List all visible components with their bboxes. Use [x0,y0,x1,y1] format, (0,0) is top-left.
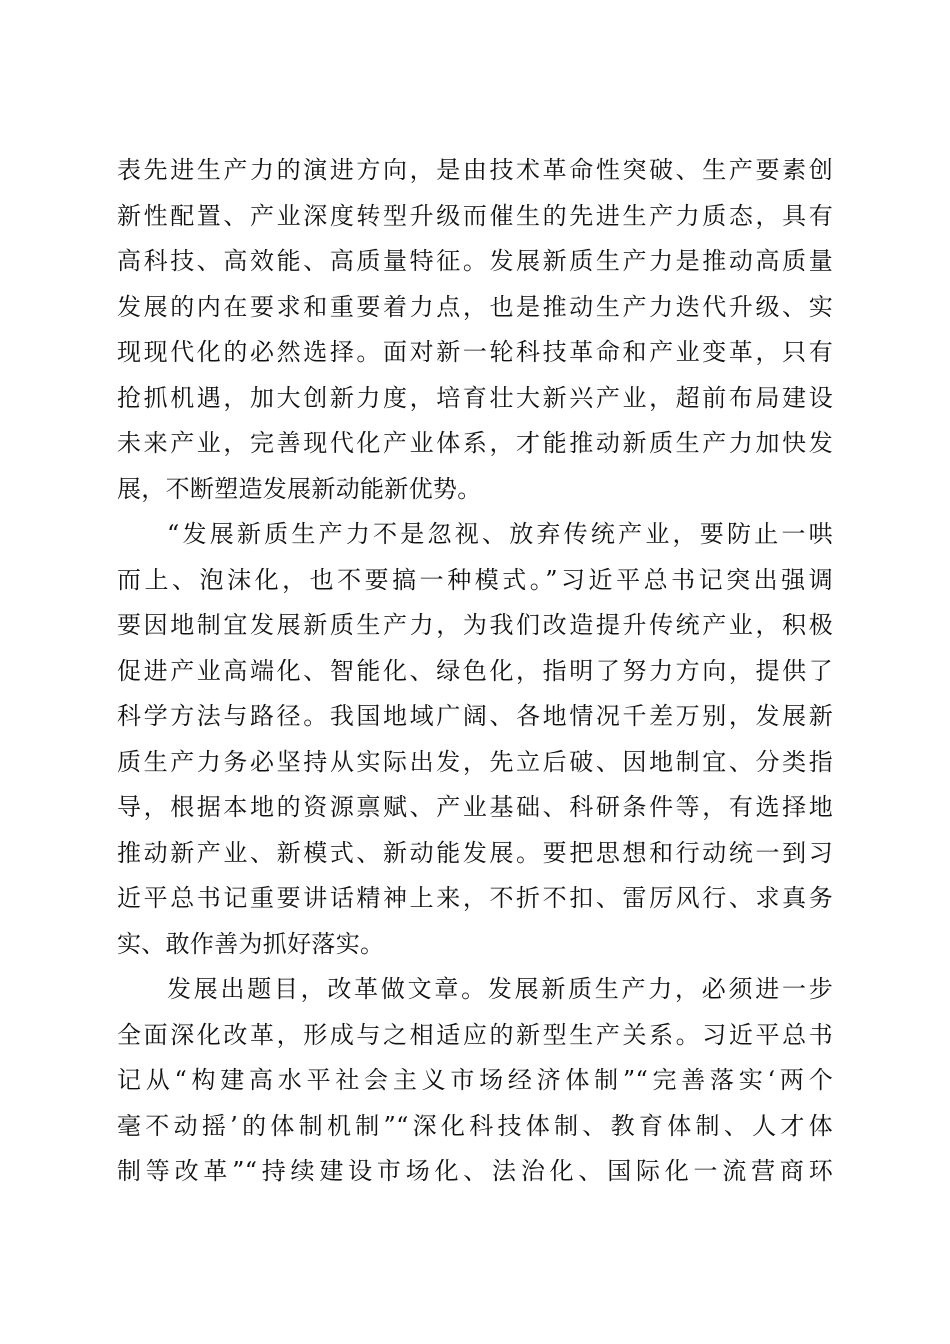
text-line: 要因地制宜发展新质生产力，为我们改造提升传统产业，积极 [117,611,833,639]
text-line: 现现代化的必然选择。面对新一轮科技革命和产业变革，只有 [117,338,833,366]
text-line: 新性配置、产业深度转型升级而催生的先进生产力质态，具有 [117,201,833,230]
text-line: 展，不断塑造发展新动能新优势。 [117,474,482,503]
paragraph [117,148,833,512]
text-line: 科学方法与路径。我国地域广阔、各地情况千差万别，发展新 [117,702,833,730]
text-line: 毫不动摇’的体制机制”“深化科技体制、教育体制、人才体 [117,1111,833,1140]
text-line: 全面深化改革，形成与之相适应的新型生产关系。习近平总书 [117,1020,833,1049]
text-line: 抢抓机遇，加大创新力度，培育壮大新兴产业，超前布局建设 [117,383,833,412]
text-line: 发展的内在要求和重要着力点，也是推动生产力迭代升级、实 [117,292,833,321]
text-line: 未来产业，完善现代化产业体系，才能推动新质生产力加快发 [117,429,833,457]
text-line: 推动新产业、新模式、新动能发展。要把思想和行动统一到习 [117,838,833,867]
text-line: 而上、泡沫化，也不要搞一种模式。”习近平总书记突出强调 [117,565,833,594]
text-line: 高科技、高效能、高质量特征。发展新质生产力是推动高质量 [117,247,833,275]
text-line: 发展出题目，改革做文章。发展新质生产力，必须进一步 [167,975,833,1003]
text-line: 表先进生产力的演进方向，是由技术革命性突破、生产要素创 [117,156,833,184]
document-body [117,148,833,1195]
text-line: 质生产力务必坚持从实际出发，先立后破、因地制宜、分类指 [117,747,833,776]
text-line: 记从“构建高水平社会主义市场经济体制”“完善落实‘两个 [117,1066,833,1094]
text-line: “发展新质生产力不是忽视、放弃传统产业，要防止一哄 [167,520,833,548]
paragraph [117,967,833,1195]
text-line: 促进产业高端化、智能化、绿色化，指明了努力方向，提供了 [117,656,833,685]
text-line: 导，根据本地的资源禀赋、产业基础、科研条件等，有选择地 [117,793,833,821]
text-line: 制等改革”“持续建设市场化、法治化、国际化一流营商环 [117,1157,833,1185]
text-line: 实、敢作善为抓好落实。 [117,929,385,958]
paragraph [117,512,833,967]
text-line: 近平总书记重要讲话精神上来，不折不扣、雷厉风行、求真务 [117,884,833,912]
